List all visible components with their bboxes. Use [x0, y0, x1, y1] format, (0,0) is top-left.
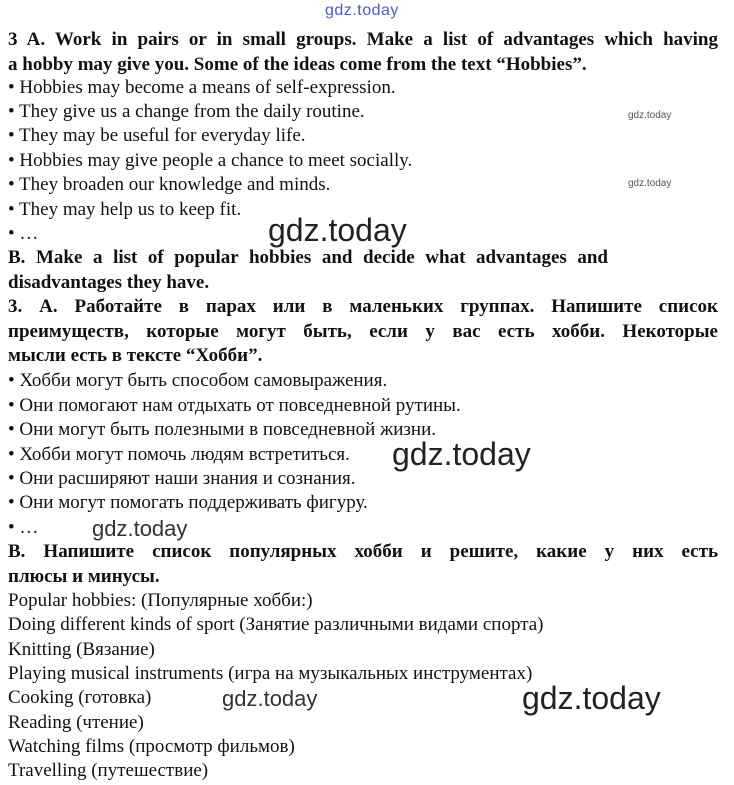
task-b-heading-ru: В. Напишите список популярных хобби и решите, какие у них есть плюсы и минусы.	[8, 541, 718, 587]
answer-line: Doing different kinds of sport (Занятие различными видами спорта)	[8, 614, 544, 635]
task-b-heading-en: B. Make a list of popular hobbies and decide what advantages and disadvantages they have.	[8, 247, 608, 293]
watermark-small: gdz.today	[628, 110, 672, 121]
watermark-large: gdz.today	[392, 436, 531, 472]
list-item: • Хобби могут помочь людям встретиться.	[8, 444, 350, 465]
answer-line: Cooking (готовка)	[8, 687, 152, 708]
watermark-medium: gdz.today	[222, 686, 318, 711]
list-item: • …	[8, 517, 39, 538]
list-item: • Hobbies may give people a chance to meet socially.	[8, 150, 413, 171]
list-item: • Хобби могут быть способом самовыражения.	[8, 370, 388, 391]
task-a-heading-en: 3 A. Work in pairs or in small groups. Make a list of advantages which having a hobby may give you. Some of the ideas come from the text “Hobbies”.	[8, 29, 718, 75]
task-a-heading-ru: 3. А. Работайте в парах или в маленьких группах. Напишите список преимуществ, которые могут быть, если у вас есть хобби. Некоторые мысли есть в тексте “Хобби”.	[8, 296, 718, 366]
answer-line: Reading (чтение)	[8, 712, 144, 733]
answer-line: Watching films (просмотр фильмов)	[8, 736, 295, 757]
watermark-large: gdz.today	[268, 212, 407, 248]
list-item: • Hobbies may become a means of self-expression.	[8, 77, 396, 98]
list-item: • Они могут быть полезными в повседневной жизни.	[8, 419, 436, 440]
list-item: • They give us a change from the daily routine.	[8, 101, 365, 122]
list-item: • …	[8, 223, 39, 244]
list-item: • They may be useful for everyday life.	[8, 125, 306, 146]
watermark-large: gdz.today	[522, 680, 661, 716]
list-item: • They broaden our knowledge and minds.	[8, 174, 331, 195]
answer-line: Playing musical instruments (игра на музыкальных инструментах)	[8, 663, 533, 684]
answer-line: Travelling (путешествие)	[8, 760, 209, 781]
answer-line: Knitting (Вязание)	[8, 639, 155, 660]
list-item: • Они расширяют наши знания и сознания.	[8, 468, 356, 489]
list-item: • Они помогают нам отдыхать от повседневной рутины.	[8, 395, 461, 416]
answer-line: Popular hobbies: (Популярные хобби:)	[8, 590, 313, 611]
watermark-top: gdz.today	[325, 2, 399, 19]
watermark-medium: gdz.today	[92, 516, 188, 541]
list-item: • They may help us to keep fit.	[8, 199, 242, 220]
list-item: • Они могут помогать поддерживать фигуру.	[8, 492, 368, 513]
watermark-small: gdz.today	[628, 178, 672, 189]
